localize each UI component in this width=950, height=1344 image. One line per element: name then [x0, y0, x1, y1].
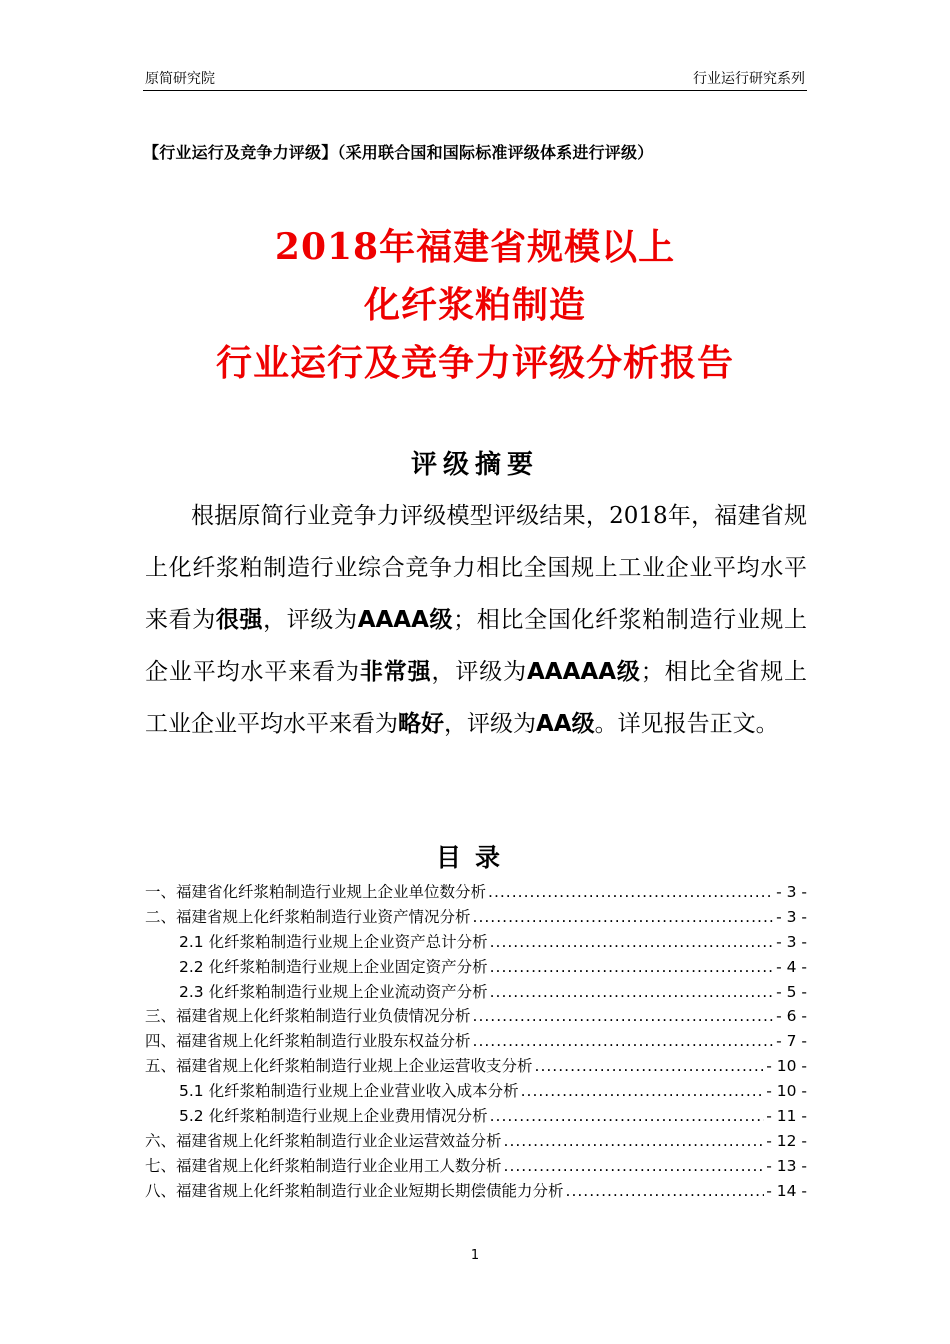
summary-heading: 评级摘要	[410, 450, 539, 480]
toc-leader	[490, 955, 775, 980]
rating-province-strength: 略好	[398, 711, 444, 737]
toc-leader	[473, 1029, 775, 1054]
header-series: 行业运行研究系列	[693, 71, 805, 87]
rating-national-industry-strength: 很强	[215, 607, 264, 633]
toc-entry[interactable]	[145, 880, 807, 905]
summary-text: ，评级为	[263, 607, 358, 633]
rating-province-grade: AA级	[536, 711, 595, 737]
toc-leader	[521, 1079, 765, 1104]
toc-entry-page: - 13 -	[766, 1156, 807, 1175]
summary-text: ，评级为	[444, 711, 536, 737]
toc-leader	[535, 1054, 765, 1079]
toc-entry-title: 2.3 化纤浆粕制造行业规上企业流动资产分析	[179, 982, 488, 1001]
toc-entry-page: - 10 -	[766, 1082, 807, 1101]
toc-entry[interactable]	[145, 1129, 807, 1154]
toc-leader	[490, 930, 775, 955]
toc-leader	[473, 905, 775, 930]
toc-entry-title: 六、福建省规上化纤浆粕制造行业企业运营效益分析	[145, 1131, 502, 1150]
toc-entry-title: 三、福建省规上化纤浆粕制造行业负债情况分析	[145, 1007, 471, 1026]
toc-subentry[interactable]	[145, 1104, 807, 1129]
summary-paragraph	[145, 490, 807, 750]
toc-entry-page: - 3 -	[776, 883, 807, 901]
rating-national-industry-grade: AAAA级	[357, 607, 454, 633]
toc-entry-page: - 12 -	[766, 1131, 807, 1150]
summary-text: ；相比全省规上工业企业平均水平来看为	[145, 659, 808, 737]
toc-entry-title: 一、福建省化纤浆粕制造行业规上企业单位数分析	[145, 883, 487, 901]
report-title	[0, 218, 950, 392]
toc-subentry[interactable]	[145, 1079, 807, 1104]
toc-leader	[504, 1129, 765, 1154]
toc-subentry[interactable]	[145, 980, 807, 1005]
rating-national-sector-grade: AAAAA级	[527, 659, 641, 685]
toc-entry-title: 2.1 化纤浆粕制造行业规上企业资产总计分析	[179, 932, 488, 951]
toc-entry-page: - 4 -	[776, 957, 807, 976]
toc-entry-title: 五、福建省规上化纤浆粕制造行业规上企业运营收支分析	[145, 1057, 533, 1076]
toc-entry[interactable]	[145, 1054, 807, 1079]
toc-entry-page: - 14 -	[766, 1181, 807, 1200]
toc-leader	[490, 1104, 765, 1129]
toc-entry-title: 二、福建省规上化纤浆粕制造行业资产情况分析	[145, 907, 471, 926]
toc-entry-title: 八、福建省规上化纤浆粕制造行业企业短期长期偿债能力分析	[145, 1181, 564, 1200]
toc-subentry[interactable]	[145, 930, 807, 955]
page-header	[143, 66, 807, 91]
toc-leader	[566, 1179, 765, 1204]
toc-entry-title: 5.1 化纤浆粕制造行业规上企业营业收入成本分析	[179, 1082, 519, 1101]
header-publisher: 原简研究院	[145, 71, 215, 87]
toc-entry-page: - 3 -	[776, 907, 807, 926]
toc-entry[interactable]	[145, 1004, 807, 1029]
toc-subentry[interactable]	[145, 955, 807, 980]
table-of-contents	[145, 880, 807, 1204]
toc-entry[interactable]	[145, 1029, 807, 1054]
toc-entry-page: - 3 -	[776, 932, 807, 951]
title-line-3: 行业运行及竞争力评级分析报告	[215, 342, 734, 384]
toc-entry[interactable]	[145, 905, 807, 930]
toc-leader	[490, 980, 775, 1005]
summary-text: 根据原简行业竞争力评级模型评级结果，2018年，福建省规上化纤浆粕制造行业综合竞争力相比全国规上工业企业平均水平来看为	[145, 503, 807, 633]
toc-leader	[473, 1004, 775, 1029]
toc-leader	[488, 880, 774, 905]
summary-text: ；相比全国化纤浆粕制造行业规上企业平均水平来看为	[145, 607, 808, 685]
toc-entry-page: - 10 -	[766, 1057, 807, 1076]
title-line-1: 2018年福建省规模以上	[274, 226, 676, 268]
toc-entry-title: 5.2 化纤浆粕制造行业规上企业费用情况分析	[179, 1107, 488, 1126]
toc-leader	[504, 1154, 765, 1179]
toc-entry[interactable]	[145, 1154, 807, 1179]
toc-entry-page: - 7 -	[776, 1032, 807, 1051]
summary-text: 。详见报告正文。	[594, 711, 779, 737]
title-line-2: 化纤浆粕制造	[363, 284, 586, 326]
toc-entry-page: - 6 -	[776, 1007, 807, 1026]
toc-entry[interactable]	[145, 1179, 807, 1204]
rating-national-sector-strength: 非常强	[359, 659, 432, 685]
report-tagline: 【行业运行及竞争力评级】（采用联合国和国际标准评级体系进行评级）	[143, 143, 654, 162]
toc-entry-title: 七、福建省规上化纤浆粕制造行业企业用工人数分析	[145, 1156, 502, 1175]
summary-text: ，评级为	[431, 659, 527, 685]
toc-entry-title: 2.2 化纤浆粕制造行业规上企业固定资产分析	[179, 957, 488, 976]
toc-entry-page: - 5 -	[776, 982, 807, 1001]
toc-entry-title: 四、福建省规上化纤浆粕制造行业股东权益分析	[145, 1032, 471, 1051]
toc-heading: 目录	[435, 843, 514, 872]
page-number: 1	[470, 1248, 480, 1263]
toc-entry-page: - 11 -	[766, 1107, 807, 1126]
